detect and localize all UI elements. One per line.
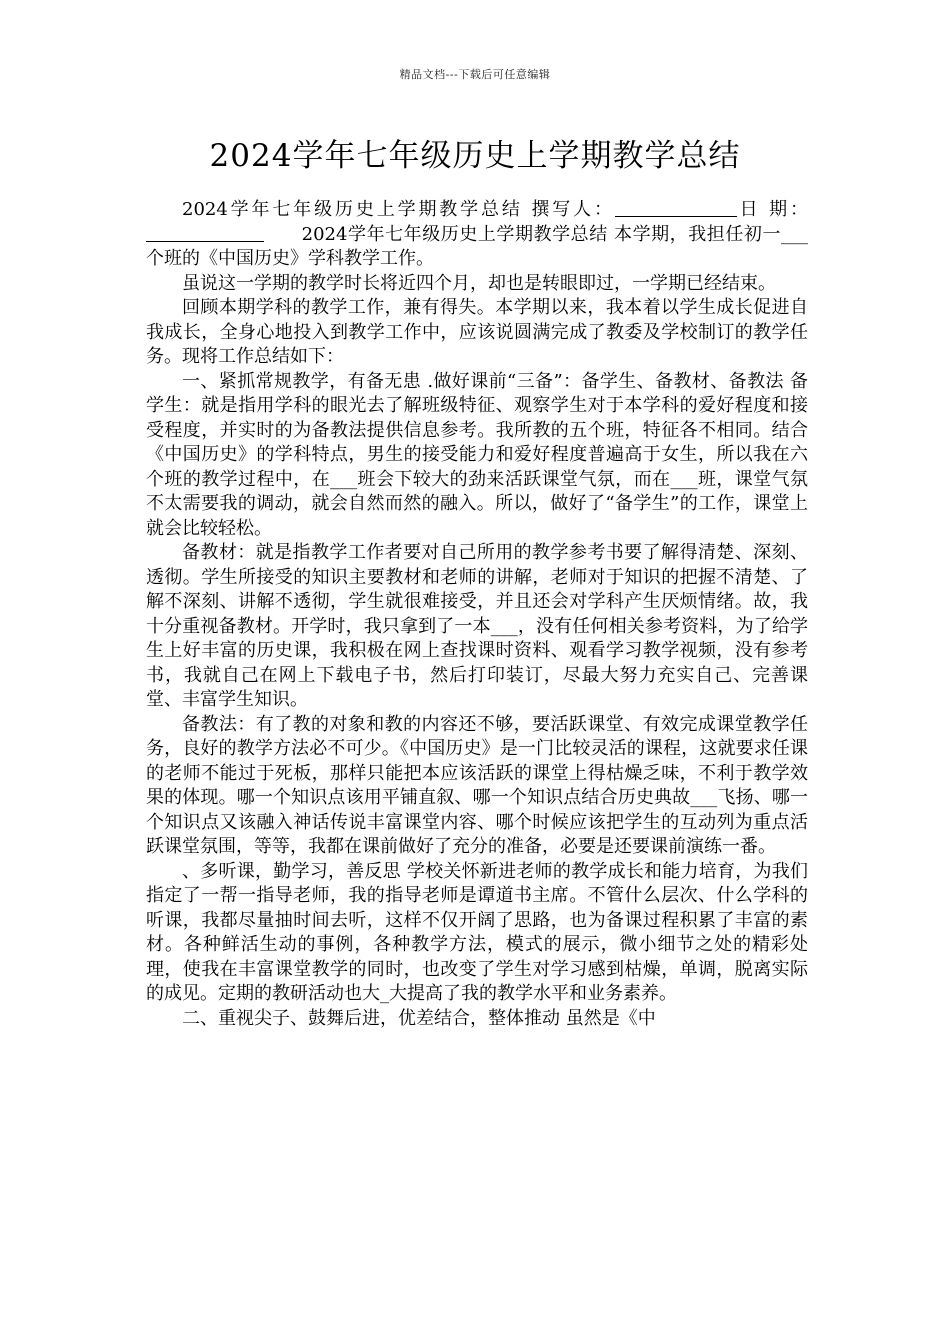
paragraph: 、多听课，勤学习，善反思 学校关怀新进老师的教学成长和能力培育，为我们指定了一帮一指导老师，我的指导老师是谭道书主席。不管什么层次、什么学科的听课，我都尽量抽时间去听，这样不仅开阔了思路，也为备课过程积累了丰富的素材。各种鲜活生动的事例，各种教学方法，模式的展示，微小细节之处的精彩处理，使我在丰富课堂教学的同时，也改变了学生对学习感到枯燥，单调，脱离实际的成见。定期的教研活动也大_大提高了我的教学水平和业务素养。 (146, 860, 808, 1004)
meta-paragraph (146, 198, 808, 272)
header-note: 精品文档---下载后可任意编辑 (399, 68, 551, 81)
document-body (146, 198, 808, 1031)
date-blank (146, 223, 264, 242)
paragraph: 二、重视尖子、鼓舞后进，优差结合，整体推动 虽然是《中 (182, 1007, 656, 1029)
paragraph: 虽说这一学期的教学时长将近四个月，却也是转眼即过，一学期已经结束。 (182, 272, 776, 294)
paragraph: 回顾本期学科的教学工作，兼有得失。本学期以来，我本着以学生成长促进自我成长，全身心地投入到教学工作中，应该说圆满完成了教委及学校制订的教学任务。现将工作总结如下： (146, 297, 808, 367)
paragraph: 备教材：就是指教学工作者要对自己所用的教学参考书要了解得清楚、深刻、透彻。学生所接受的知识主要教材和老师的讲解，老师对于知识的把握不清楚、了解不深刻、讲解不透彻，学生就很难接受，并且还会对学科产生厌烦情绪。故，我十分重视备教材。开学时，我只拿到了一本___，没有任何相关参考资料，为了给学生上好丰富的历史课，我积极在网上查找课时资料、观看学习教学视频，没有参考书，我就自己在网上下载电子书，然后打印装订，尽最大努力充实自己、完善课堂、丰富学生知识。 (146, 542, 808, 710)
author-blank (615, 198, 737, 217)
date-label: 日 期： (736, 199, 808, 220)
paragraph: 备教法：有了教的对象和教的内容还不够，要活跃课堂、有效完成课堂教学任务，良好的教学方法必不可少。《中国历史》是一门比较灵活的课程，这就要求任课的老师不能过于死板，那样只能把本应该活跃的课堂上得枯燥乏味，不利于教学效果的体现。哪一个知识点该用平铺直叙、哪一个知识点结合历史典故___飞扬、哪一个知识点又该融入神话传说丰富课堂内容、哪个时候应该把学生的互动列为重点活跃课堂氛围，等等，我都在课前做好了充分的准备，必要是还要课前演练一番。 (146, 713, 808, 857)
meta-lead: 2024学年七年级历史上学期教学总结 撰写人： (182, 199, 615, 220)
document-title: 2024学年七年级历史上学期教学总结 (209, 138, 741, 174)
meta-after-date: 2024学年七年级历史上学期教学总结 本学期，我担任初一___个班的《中国历史》学科教学工作。 (146, 223, 808, 269)
paragraph: 一、紧抓常规教学，有备无患 .做好课前“三备”：备学生、备教材、备教法 备学生：就是指用学科的眼光去了解班级特征、观察学生对于本学科的爱好程度和接受程度，并实时的为备教法提供信息参考。我所教的五个班，特征各不相同。结合《中国历史》的学科特点，男生的接受能力和爱好程度普遍高于女生，所以我在六个班的教学过程中，在___班会下较大的劲来活跃课堂气氛，而在___班，课堂气氛不太需要我的调动，就会自然而然的融入。所以，做好了“备学生”的工作，课堂上就会比较轻松。 (146, 370, 808, 539)
